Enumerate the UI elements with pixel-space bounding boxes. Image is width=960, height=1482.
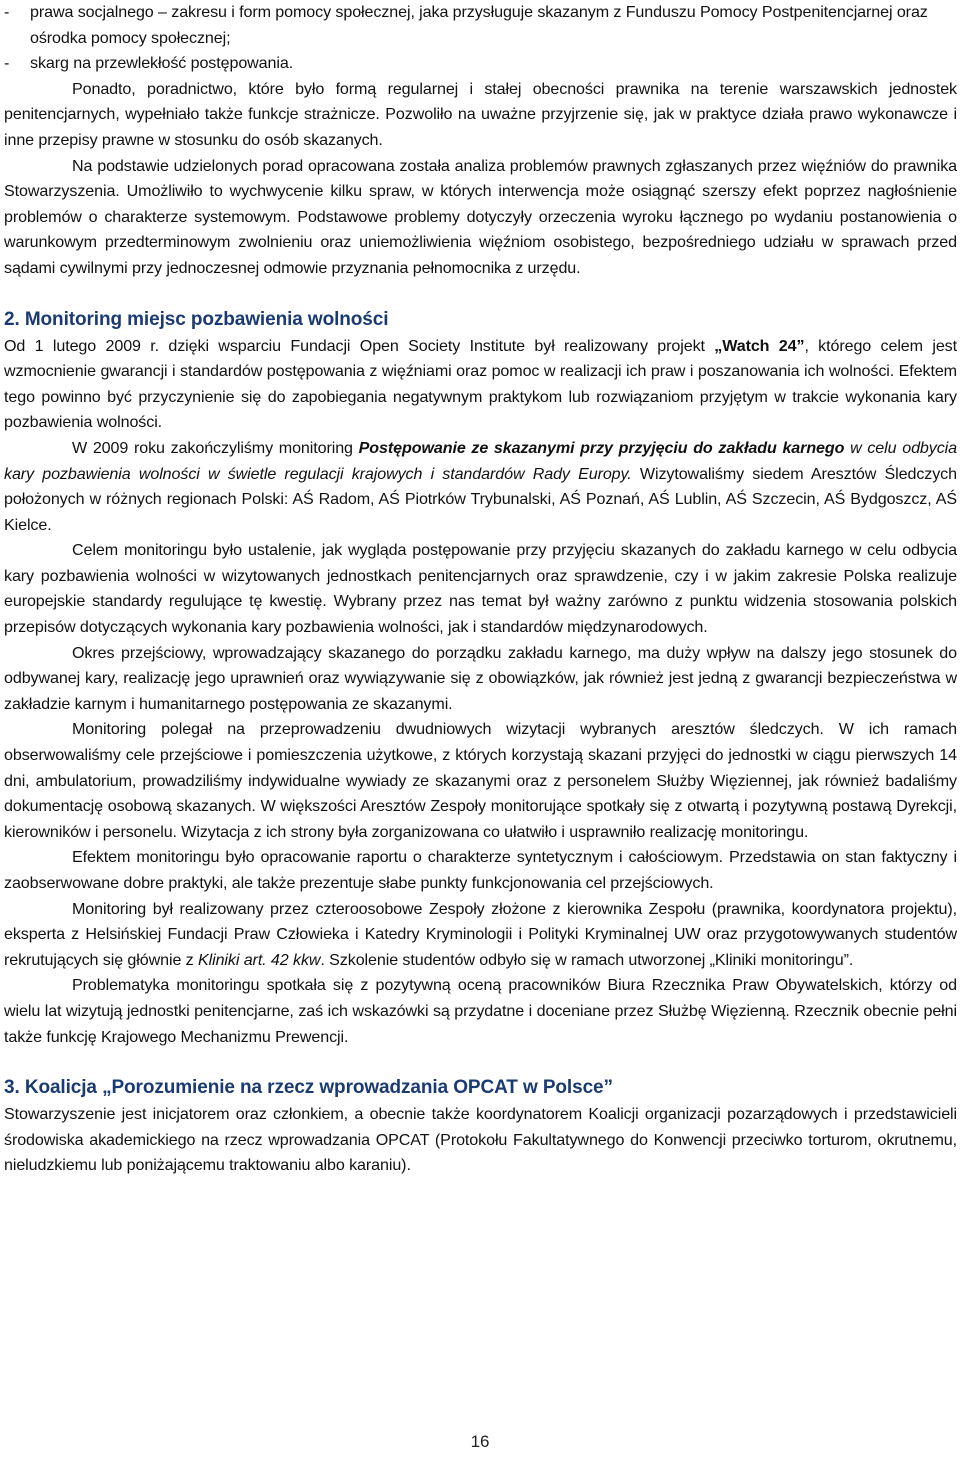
text-run: Wizytowaliśmy siedem Aresztów Śledczych położonych w różnych regionach Polski: AŚ Radom, AŚ Piotrków Trybunalski, AŚ Poznań, AŚ Lublin, AŚ Szczecin, AŚ Bydgoszcz, AŚ Kielce.: [4, 464, 957, 534]
monitoring-title: Postępowanie ze skazanymi przy przyjęciu do zakładu karnego: [358, 438, 845, 457]
paragraph: Na podstawie udzielonych porad opracowana została analiza problemów prawnych zgłaszanych przez więźniów do prawnika Stowarzyszenia. Umożliwiło to wychwycenie kilku spraw, w których interwencja może osiągnąć szerszy efekt poprzez nagłośnienie problemów o charakterze systemowym. Podstawowe problemy dotyczyły orzeczenia wyroku łącznego po wydaniu postanowienia o warunkowym przedterminowym zwolnieniu oraz uniemożliwienia więźniom osobistego, bezpośredniego udziału w sprawach przed sądami cywilnymi przy jednoczesnej odmowie przyznania pełnomocnika z urzędu.: [4, 156, 957, 277]
list-item: [4, 0, 957, 51]
paragraph: [4, 897, 957, 974]
list-item: [4, 51, 957, 77]
paragraph: Problematyka monitoringu spotkała się z pozytywną oceną pracowników Biura Rzecznika Praw Obywatelskich, którzy od wielu lat wizytują jednostki penitencjarne, zaś ich wskazówki są przydatne i doceniane przez Służbę Więzienną. Rzecznik obecnie pełni także funkcję Krajowego Mechanizmu Prewencji.: [4, 976, 957, 1046]
list-item-text: prawa socjalnego – zakresu i form pomocy społecznej, jaka przysługuje skazanym z Funduszu Pomocy Postpenitencjarnej oraz ośrodka pomocy społecznej;: [30, 3, 928, 47]
text-run: Od 1 lutego 2009 r. dzięki wsparciu Fundacji Open Society Institute był realizowany projekt: [4, 336, 715, 355]
paragraph: Monitoring polegał na przeprowadzeniu dwudniowych wizytacji wybranych aresztów śledczych. W ich ramach obserwowaliśmy cele przejściowe i pomieszczenia użytkowe, z których korzystają skazani przyjęci do jednostki w ciągu pierwszych 14 dni, ambulatorium, prowadziliśmy indywidualne wywiady ze skazanymi oraz z personelem Służby Więziennej, jak również badaliśmy dokumentację osobową skazanych. W większości Aresztów Zespoły monitorujące spotkały się z otwartą i pozytywną postawą Dyrekcji, kierowników i personelu. Wizytacja z ich strony była zorganizowana co ułatwiło i usprawniło realizację monitoringu.: [4, 720, 957, 841]
page-number: 16: [470, 1432, 490, 1451]
list-dash: -: [4, 54, 10, 73]
list-dash: -: [4, 3, 10, 21]
paragraph: Efektem monitoringu było opracowanie raportu o charakterze syntetycznym i całościowym. Przedstawia on stan faktyczny i zaobserwowane dobre praktyki, ale także prezentuje słabe punkty funkcjonowania cel przejściowych.: [4, 848, 957, 892]
monitoring-subtitle: w celu odbycia kary pozbawienia wolności w świetle regulacji krajowych i standardów Rady Europy.: [4, 438, 957, 483]
clinic-name: Kliniki art. 42 kkw: [198, 950, 321, 969]
paragraph: [4, 334, 957, 436]
project-name: „Watch 24”: [714, 336, 805, 355]
paragraph: Celem monitoringu było ustalenie, jak wygląda postępowanie przy przyjęciu skazanych do zakładu karnego w celu odbycia kary pozbawienia wolności w wizytowanych jednostkach penitencjarnych oraz sprawdzenie, czy i w jakim zakresie Polska realizuje europejskie standardy regulujące tę kwestię. Wybrany przez nas temat był ważny zarówno z punktu widzenia stosowania polskich przepisów dotyczących wykonania kary pozbawienia wolności, jak i standardów międzynarodowych.: [4, 541, 957, 637]
section-heading: 2. Monitoring miejsc pozbawienia wolności: [4, 308, 389, 330]
section-heading: 3. Koalicja „Porozumienie na rzecz wprowadzania OPCAT w Polsce”: [4, 1077, 613, 1099]
paragraph: Okres przejściowy, wprowadzający skazanego do porządku zakładu karnego, ma duży wpływ na dalszy jego stosunek do odbywanej kary, realizację jego uprawnień oraz wywiązywanie się z obowiązków, jak również jest jedną z gwarancji bezpieczeństwa w zakładzie karnym i humanitarnego postępowania ze skazanymi.: [4, 643, 957, 713]
text-run: . Szkolenie studentów odbyło się w ramach utworzonej „Kliniki monitoringu”.: [320, 950, 854, 969]
paragraph: Stowarzyszenie jest inicjatorem oraz członkiem, a obecnie także koordynatorem Koalicji organizacji pozarządowych i przedstawicieli środowiska akademickiego na rzecz wprowadzania OPCAT (Protokołu Fakultatywnego do Konwencji przeciwko torturom, okrutnemu, nieludzkiemu lub poniżającemu traktowaniu albo karaniu).: [4, 1105, 957, 1175]
text-run: W 2009 roku zakończyliśmy monitoring: [72, 438, 359, 457]
text-run: Monitoring był realizowany przez czteroosobowe Zespoły złożone z kierownika Zespołu (prawnika, koordynatora projektu), eksperta z Helsińskiej Fundacji Praw Człowieka i Katedry Kryminologii i Polityki Kryminalnej UW oraz przygotowywanych studentów rekrutujących się głównie z: [4, 899, 957, 969]
list-item-text: skarg na przewlekłość postępowania.: [30, 54, 294, 73]
paragraph: [4, 436, 957, 538]
paragraph: Ponadto, poradnictwo, które było formą regularnej i stałej obecności prawnika na terenie warszawskich jednostek penitencjarnych, wypełniało także funkcje strażnicze. Pozwoliło na uważne przyjrzenie się, jak w praktyce działa prawo wykonawcze i inne przepisy prawne w stosunku do osób skazanych.: [4, 79, 957, 149]
text-run: , którego celem jest wzmocnienie gwarancji i standardów postępowania z więźniami oraz pomoc w realizacji ich praw i poszanowania ich wolności. Efektem tego powinno być przyczynienie się do zapobiegania negatywnym praktykom lub rozwiązaniom przyjętym w trakcie wykonania kary pozbawienia wolności.: [4, 336, 957, 432]
